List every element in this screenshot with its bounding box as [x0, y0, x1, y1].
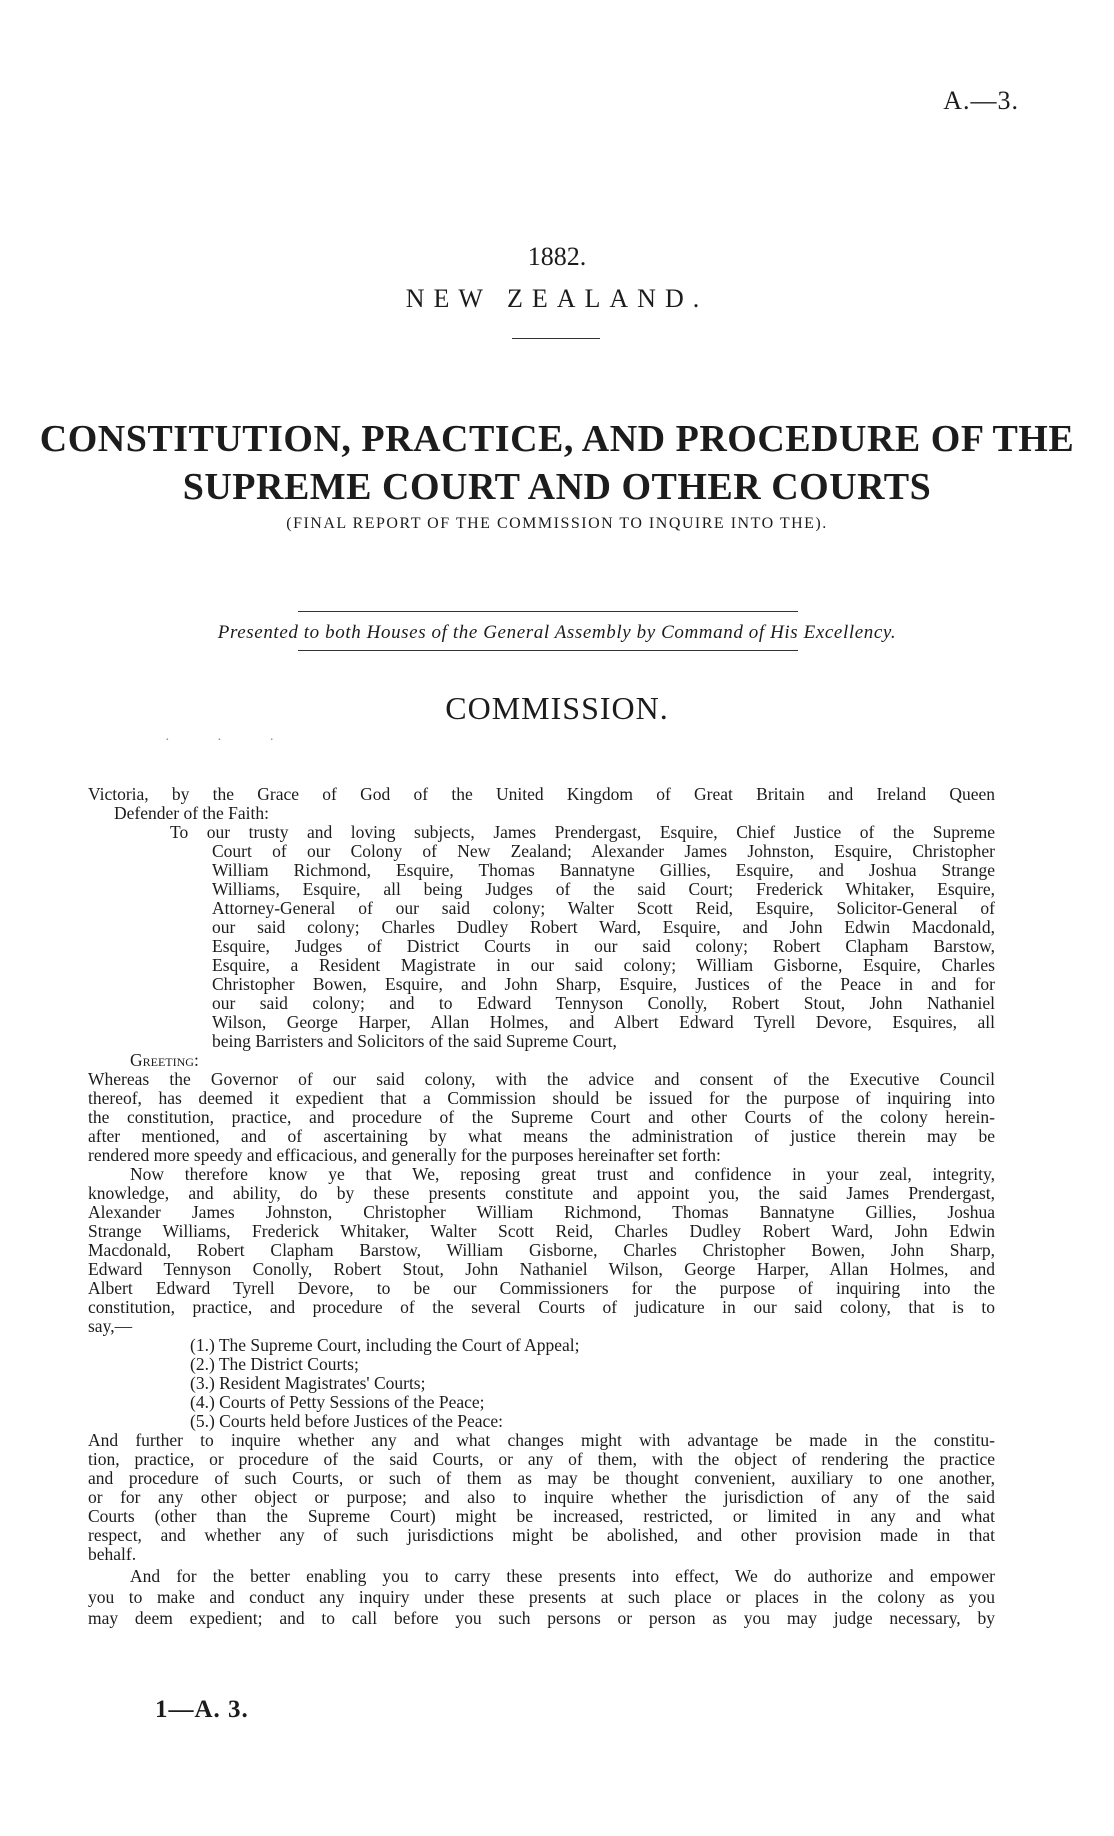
- text-line: our said colony; Charles Dudley Robert Ward, Esquire, and John Edwin Macdonald,: [212, 917, 995, 937]
- text-line: Esquire, a Resident Magistrate in our said colony; William Gisborne, Esquire, Charles: [212, 955, 995, 975]
- text-line: Defender of the Faith:: [114, 803, 270, 823]
- text-line: respect, and whether any of such jurisdictions might be abolished, and other provision made in that: [88, 1525, 995, 1545]
- year: 1882.: [527, 242, 587, 271]
- text-line: Now therefore know ye that We, reposing great trust and confidence in your zeal, integrity,: [130, 1164, 995, 1184]
- divider: [512, 338, 600, 339]
- text-line: Victoria, by the Grace of God of the United Kingdom of Great Britain and Ireland Queen: [88, 784, 995, 804]
- text-line: Strange Williams, Frederick Whitaker, Walter Scott Reid, Charles Dudley Robert Ward, John Edwin: [88, 1221, 995, 1241]
- text-line: Christopher Bowen, Esquire, and John Sharp, Esquire, Justices of the Peace in and for: [212, 974, 995, 994]
- text-line: you to make and conduct any inquiry under these presents at such place or places in the colony as you: [88, 1587, 995, 1607]
- text-line: our said colony; and to Edward Tennyson Conolly, Robert Stout, John Nathaniel: [212, 993, 995, 1013]
- section-heading: COMMISSION.: [445, 690, 669, 726]
- text-line: Edward Tennyson Conolly, Robert Stout, John Nathaniel Wilson, George Harper, Allan Holmes, and: [88, 1259, 995, 1279]
- text-line: behalf.: [88, 1544, 137, 1564]
- list-item: (2.) The District Courts;: [190, 1354, 359, 1374]
- text-line: rendered more speedy and efficacious, and generally for the purposes hereinafter set forth:: [88, 1145, 721, 1165]
- text-line: Attorney-General of our said colony; Walter Scott Reid, Esquire, Solicitor-General of: [212, 898, 995, 918]
- list-item: (3.) Resident Magistrates' Courts;: [190, 1373, 426, 1393]
- document-title-line-2: SUPREME COURT AND OTHER COURTS: [182, 466, 932, 508]
- text-line: Greeting:: [130, 1050, 199, 1070]
- text-line: Wilson, George Harper, Allan Holmes, and Albert Edward Tyrell Devore, Esquires, all: [212, 1012, 995, 1032]
- text-line: say,—: [88, 1316, 133, 1336]
- text-line: Courts (other than the Supreme Court) might be increased, restricted, or limited in any and what: [88, 1506, 995, 1526]
- presented-notice: Presented to both Houses of the General Assembly by Command of His Excellency.: [217, 622, 897, 643]
- text-line: To our trusty and loving subjects, James Prendergast, Esquire, Chief Justice of the Supreme: [170, 822, 995, 842]
- text-line: thereof, has deemed it expedient that a Commission should be issued for the purpose of inquiring into: [88, 1088, 995, 1108]
- text-line: knowledge, and ability, do by these presents constitute and appoint you, the said James Prendergast,: [88, 1183, 995, 1203]
- scan-speckle: · · ·: [165, 733, 296, 748]
- text-line: constitution, practice, and procedure of the several Courts of judicature in our said colony, that is to: [88, 1297, 995, 1317]
- text-line: after mentioned, and of ascertaining by what means the administration of justice therein may be: [88, 1126, 995, 1146]
- text-line: being Barristers and Solicitors of the said Supreme Court,: [212, 1031, 617, 1051]
- text-line: Albert Edward Tyrell Devore, to be our Commissioners for the purpose of inquiring into the: [88, 1278, 995, 1298]
- text-line: William Richmond, Esquire, Thomas Bannatyne Gillies, Esquire, and Joshua Strange: [212, 860, 995, 880]
- text-line: Court of our Colony of New Zealand; Alexander James Johnston, Esquire, Christopher: [212, 841, 995, 861]
- text-line: or for any other object or purpose; and also to inquire whether the jurisdiction of any of the said: [88, 1487, 995, 1507]
- text-line: may deem expedient; and to call before you such persons or person as you may judge necessary, by: [88, 1608, 995, 1628]
- document-subtitle: (FINAL REPORT OF THE COMMISSION TO INQUIRE INTO THE).: [286, 515, 828, 532]
- document-title-line-1: CONSTITUTION, PRACTICE, AND PROCEDURE OF THE: [39, 418, 1075, 460]
- list-item: (1.) The Supreme Court, including the Court of Appeal;: [190, 1335, 580, 1355]
- list-item: (5.) Courts held before Justices of the Peace:: [190, 1411, 503, 1431]
- text-line: Macdonald, Robert Clapham Barstow, William Gisborne, Charles Christopher Bowen, John Sharp,: [88, 1240, 995, 1260]
- text-line: Whereas the Governor of our said colony, with the advice and consent of the Executive Council: [88, 1069, 995, 1089]
- divider: [298, 650, 798, 651]
- text-line: And for the better enabling you to carry these presents into effect, We do authorize and empower: [130, 1566, 995, 1586]
- report-reference: A.—3.: [943, 86, 1019, 115]
- text-line: Esquire, Judges of District Courts in our said colony; Robert Clapham Barstow,: [212, 936, 995, 956]
- page-signature: 1—A. 3.: [155, 1696, 249, 1723]
- text-line: the constitution, practice, and procedure of the Supreme Court and other Courts of the colony herein-: [88, 1107, 995, 1127]
- text-line: and procedure of such Courts, or such of them as may be thought convenient, auxiliary to one another,: [88, 1468, 995, 1488]
- text-line: And further to inquire whether any and what changes might with advantage be made in the constitu-: [88, 1430, 995, 1450]
- text-line: tion, practice, or procedure of the said Courts, or any of them, with the object of rendering the practice: [88, 1449, 995, 1469]
- text-line: Williams, Esquire, all being Judges of the said Court; Frederick Whitaker, Esquire,: [212, 879, 995, 899]
- divider: [298, 611, 798, 612]
- text-line: Alexander James Johnston, Christopher William Richmond, Thomas Bannatyne Gillies, Joshua: [88, 1202, 995, 1222]
- list-item: (4.) Courts of Petty Sessions of the Peace;: [190, 1392, 485, 1412]
- country: NEW ZEALAND.: [405, 284, 709, 313]
